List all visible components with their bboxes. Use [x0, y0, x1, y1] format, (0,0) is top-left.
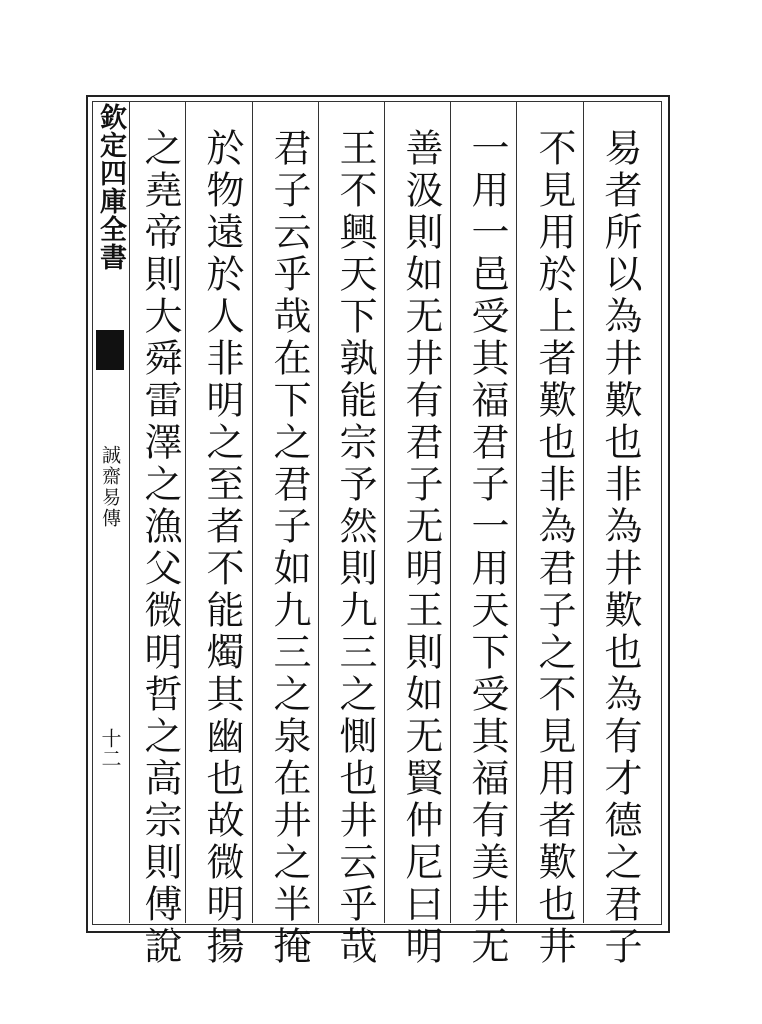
- book-title: 欽定四庫全書: [95, 103, 126, 271]
- text-column-3: 一用一邑受其福君子一用天下受其福有美井无: [465, 128, 509, 968]
- text-column-5: 王不興天下孰能宗予然則九三之惻也井云乎哉: [333, 128, 377, 968]
- text-column-2: 不見用於上者歎也非為君子之不見用者歎也井: [532, 128, 576, 968]
- text-column-6: 君子云乎哉在下之君子如九三之泉在井之半掩: [267, 128, 311, 968]
- text-column-1: 易者所以為井歎也非為井歎也為有才德之君子: [598, 128, 642, 968]
- page-number: 十二: [98, 728, 122, 768]
- text-column-4: 善汲則如无井有君子无明王則如无賢仲尼曰明: [399, 128, 443, 968]
- volume-title: 誠齋易傳: [99, 445, 121, 529]
- text-column-8: 之堯帝則大舜雷澤之漁父微明哲之高宗則傅說: [138, 128, 182, 968]
- section-marker-block: [96, 330, 124, 370]
- column-rule: [252, 101, 253, 923]
- text-column-7: 於物遠於人非明之至者不能燭其幽也故微明揚: [200, 128, 244, 968]
